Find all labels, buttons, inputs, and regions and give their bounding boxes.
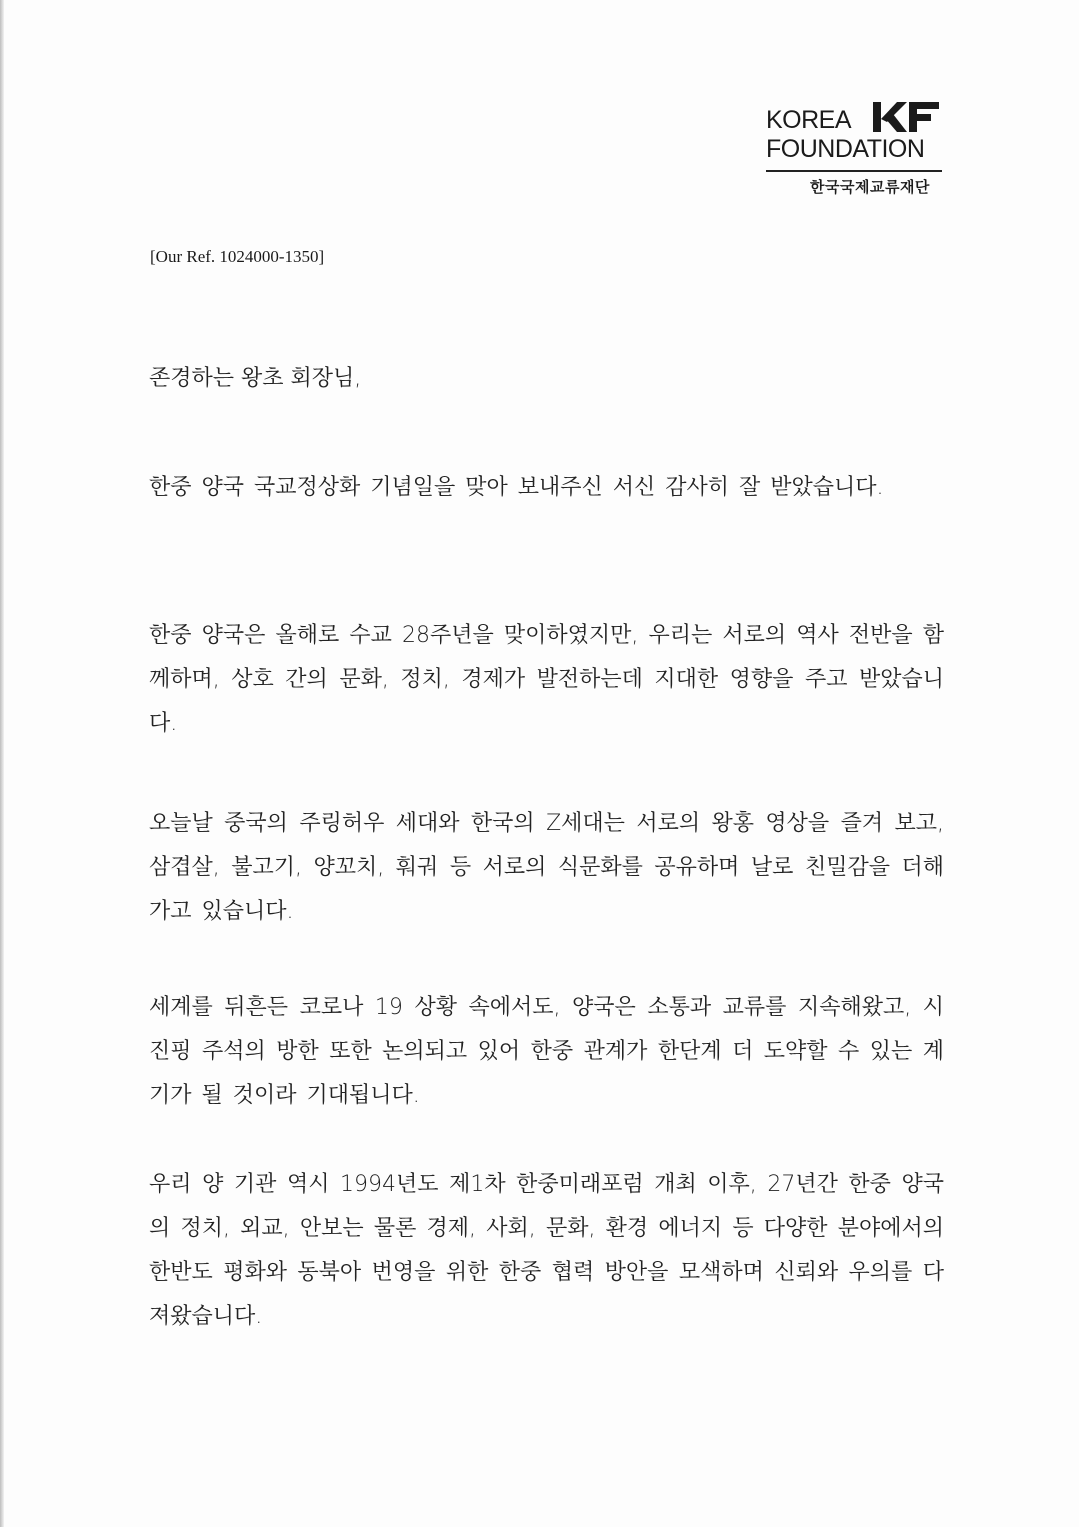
logo-divider (766, 170, 942, 172)
paragraph-3: 오늘날 중국의 주링허우 세대와 한국의 Z세대는 서로의 왕홍 영상을 즐겨 보고, 삼겹살, 불고기, 양꼬치, 훠궈 등 서로의 식문화를 공유하며 날로 친밀감을 더해가고 있습니다. (149, 811, 944, 924)
scan-edge-shadow (0, 0, 4, 1527)
logo-word-korea: KOREA (766, 106, 852, 134)
logo-word-foundation: FOUNDATION (766, 135, 925, 163)
korea-foundation-logo (758, 92, 944, 204)
paragraph-1: 한중 양국 국교정상화 기념일을 맞아 보내주신 서신 감사히 잘 받았습니다. (149, 475, 884, 500)
salutation: 존경하는 왕초 회장님, (149, 366, 362, 391)
kf-logo-icon (871, 100, 941, 134)
paragraph-5: 우리 양 기관 역시 1994년도 제1차 한중미래포럼 개최 이후, 27년간 한중 양국의 정치, 외교, 안보는 물론 경제, 사회, 문화, 환경 에너지 등 다양한 분야에서의 한반도 평화와 동북아 번영을 위한 한중 협력 방안을 모색하며 신뢰와 우의를 다져왔습니다. (149, 1172, 944, 1329)
logo-korean-name: 한국국제교류재단 (810, 179, 930, 196)
paragraph-2: 한중 양국은 올해로 수교 28주년을 맞이하였지만, 우리는 서로의 역사 전반을 함께하며, 상호 간의 문화, 정치, 경제가 발전하는데 지대한 영향을 주고 받았습니다. (149, 623, 944, 736)
reference-number: [Our Ref. 1024000-1350] (150, 247, 325, 266)
paragraph-4: 세계를 뒤흔든 코로나 19 상황 속에서도, 양국은 소통과 교류를 지속해왔고, 시진핑 주석의 방한 또한 논의되고 있어 한중 관계가 한단계 더 도약할 수 있는 계기가 될 것이라 기대됩니다. (149, 995, 944, 1108)
